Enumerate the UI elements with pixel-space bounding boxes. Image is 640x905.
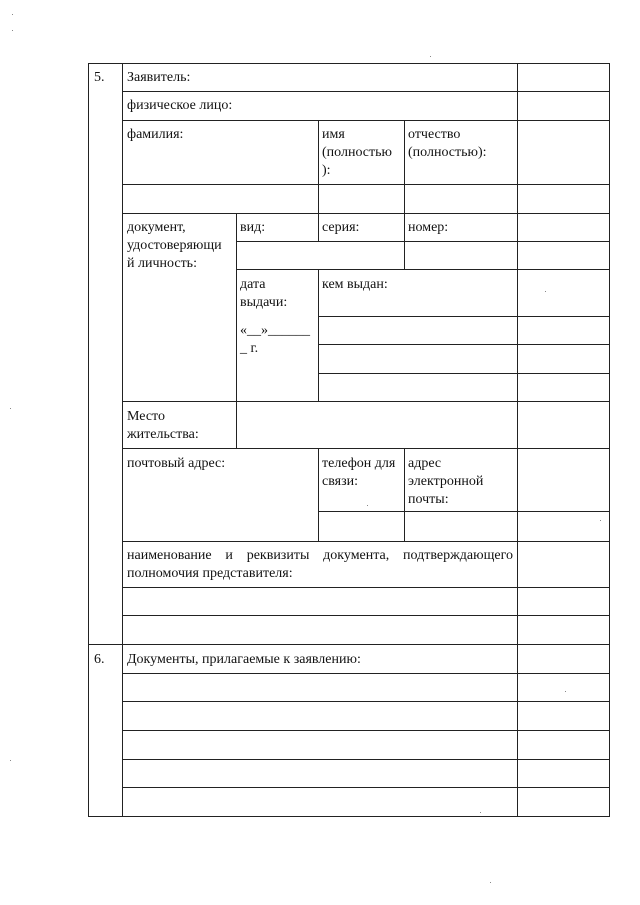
- scan-speck: [10, 760, 11, 761]
- scan-speck: [545, 291, 546, 292]
- date-template-line1: «__»______: [240, 323, 310, 338]
- table-border-right: [609, 63, 610, 817]
- row-divider: [122, 213, 610, 214]
- content-column-divider: [517, 63, 518, 817]
- issue-date-label-line2: выдачи:: [240, 295, 288, 310]
- row-divider: [122, 673, 610, 674]
- row-divider: [122, 448, 610, 449]
- row-divider: [318, 511, 610, 512]
- applicant-label: Заявитель:: [127, 70, 191, 85]
- row-divider: [236, 269, 610, 270]
- postal-address-label: почтовый адрес:: [127, 456, 226, 471]
- attached-documents-label: Документы, прилагаемые к заявлению:: [127, 652, 361, 667]
- document-number-label: номер:: [408, 220, 449, 235]
- document-type-label: вид:: [240, 220, 266, 235]
- scan-speck: [600, 520, 601, 521]
- email-label-line2: электронной: [408, 474, 484, 489]
- individual-label: физическое лицо:: [127, 98, 233, 113]
- col-divider: [404, 120, 405, 270]
- table-border-left: [88, 63, 89, 817]
- email-label-line3: почты:: [408, 492, 449, 507]
- row-divider: [122, 615, 610, 616]
- row-divider: [122, 730, 610, 731]
- representative-document-label-line1: наименование и реквизиты документа, подтверждающего: [127, 548, 513, 563]
- name-label-line3: ):: [322, 163, 331, 178]
- row-divider: [318, 316, 610, 317]
- row-divider: [122, 401, 610, 402]
- issue-date-label-line1: дата: [240, 277, 266, 292]
- table-border-top: [88, 63, 610, 64]
- patronymic-label-line1: отчество: [408, 127, 461, 142]
- name-label-line1: имя: [322, 127, 345, 142]
- row-divider: [318, 373, 610, 374]
- id-document-label-line1: документ,: [127, 220, 186, 235]
- phone-label-line2: связи:: [322, 474, 358, 489]
- residence-label-line2: жительства:: [127, 427, 199, 442]
- row-divider: [236, 241, 610, 242]
- col-divider: [318, 448, 319, 542]
- section-6-number: 6.: [94, 652, 105, 667]
- section-5-number: 5.: [94, 70, 105, 85]
- section-divider: [88, 644, 610, 645]
- table-border-bottom: [88, 816, 610, 817]
- row-divider: [122, 91, 610, 92]
- id-document-label-line3: й личность:: [127, 256, 197, 271]
- scan-speck: [430, 56, 431, 57]
- date-template-line2: _ г.: [240, 341, 259, 356]
- row-divider: [122, 701, 610, 702]
- row-divider: [122, 759, 610, 760]
- scan-speck: [480, 812, 481, 813]
- document-series-label: серия:: [322, 220, 360, 235]
- id-document-label-line2: удостоверяющи: [127, 238, 222, 253]
- name-label-line2: (полностью: [322, 145, 392, 160]
- scan-speck: [490, 882, 491, 883]
- scan-speck: [10, 408, 11, 409]
- phone-label-line1: телефон для: [322, 456, 396, 471]
- email-label-line1: адрес: [408, 456, 442, 471]
- col-divider: [236, 213, 237, 449]
- row-divider: [122, 120, 610, 121]
- number-column-divider: [122, 63, 123, 817]
- representative-document-label-line2: полномочия представителя:: [127, 566, 293, 581]
- residence-label-line1: Место: [127, 409, 165, 424]
- scan-speck: [12, 14, 13, 15]
- scan-speck: [565, 691, 566, 692]
- col-divider: [404, 448, 405, 542]
- row-divider: [122, 541, 610, 542]
- row-divider: [122, 787, 610, 788]
- row-divider: [122, 184, 610, 185]
- patronymic-label-line2: (полностью):: [408, 145, 487, 160]
- scan-speck: [367, 505, 368, 506]
- scan-speck: [12, 30, 13, 31]
- issued-by-label: кем выдан:: [322, 277, 388, 292]
- surname-label: фамилия:: [127, 127, 184, 142]
- row-divider: [318, 344, 610, 345]
- col-divider: [318, 269, 319, 402]
- row-divider: [122, 587, 610, 588]
- col-divider: [318, 120, 319, 242]
